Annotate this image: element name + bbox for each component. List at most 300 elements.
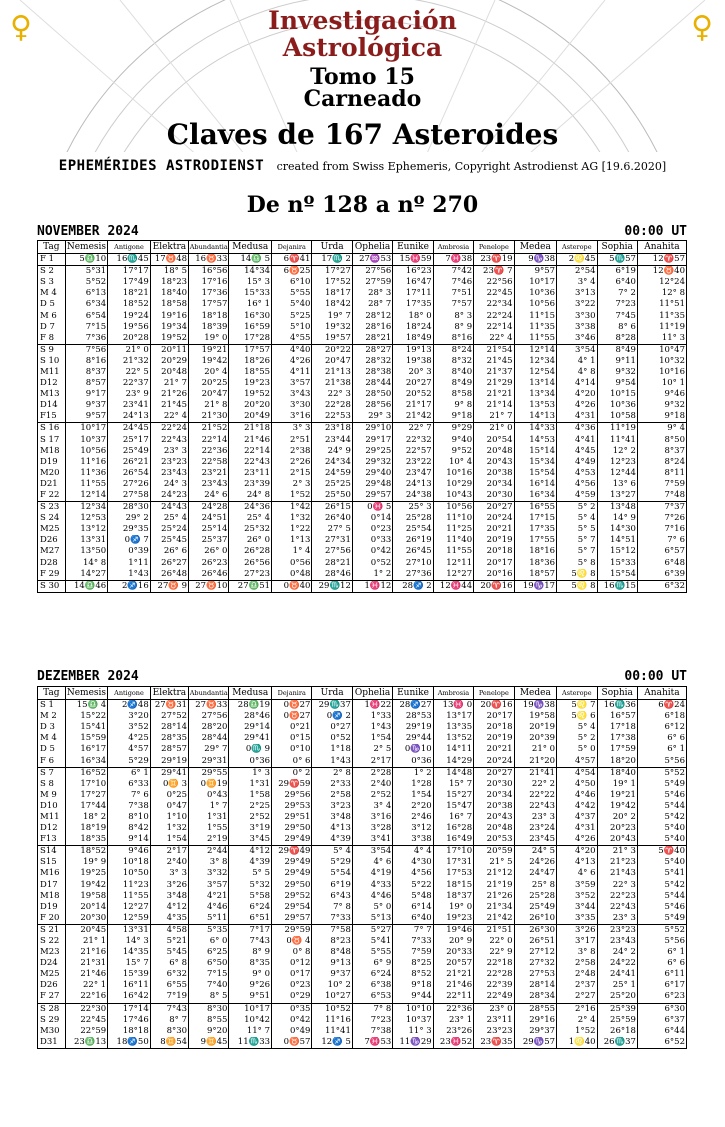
position-cell: 0°25	[150, 790, 188, 801]
position-cell: 1° 2	[352, 569, 392, 581]
table-row	[38, 333, 687, 345]
position-cell: 0♉27	[272, 711, 312, 722]
position-cell: 24°28	[189, 502, 229, 514]
position-cell: 20°17	[474, 711, 514, 722]
position-cell: 20°43	[474, 812, 514, 823]
position-cell: 17°16	[189, 277, 229, 288]
position-cell: 15°27	[433, 790, 473, 801]
position-cell: 5♏57	[597, 254, 637, 266]
table-row	[38, 991, 687, 1003]
position-cell: 23♓52	[433, 1037, 473, 1049]
position-cell: 17°35	[514, 524, 557, 535]
position-cell: 10°52	[312, 1003, 352, 1015]
position-cell: 19°58	[514, 711, 557, 722]
position-cell: 25° 4	[150, 513, 188, 524]
position-cell: 20°30	[65, 913, 108, 925]
position-cell: 21°29	[474, 378, 514, 389]
position-cell: 4°33	[352, 880, 392, 891]
position-cell: 6°32	[637, 580, 686, 592]
position-cell: 22°23	[597, 891, 637, 902]
position-cell: 8°48	[312, 947, 352, 958]
day-label: D19	[38, 457, 66, 468]
position-cell: 2°19	[189, 834, 229, 846]
position-cell: 5°25	[272, 310, 312, 321]
position-cell: 8°28	[597, 333, 637, 345]
position-cell: 21°17	[393, 400, 433, 411]
table-row	[38, 558, 687, 569]
position-cell: 1°43	[108, 569, 151, 581]
position-cell: 6°24	[352, 969, 392, 980]
table-row	[38, 277, 687, 288]
position-cell: 17°14	[108, 1003, 151, 1015]
position-cell: 20°18	[474, 546, 514, 557]
position-cell: 8°37	[637, 446, 686, 457]
position-cell: 4°31	[557, 411, 597, 423]
position-cell: 5°52	[637, 767, 686, 779]
day-label: M13	[38, 389, 66, 400]
position-cell: 25°49	[514, 902, 557, 913]
position-cell: 27°58	[108, 490, 151, 502]
position-cell: 29°19	[150, 755, 188, 767]
position-cell: 24°26	[514, 857, 557, 868]
position-cell: 22° 1	[65, 980, 108, 991]
position-cell: 26°30	[514, 924, 557, 936]
position-cell: 0°15	[272, 733, 312, 744]
position-cell: 22°43	[150, 435, 188, 446]
position-cell: 25°14	[189, 524, 229, 535]
position-cell: 6° 8	[150, 958, 188, 969]
position-cell: 18°18	[108, 1026, 151, 1037]
position-cell: 6°14	[393, 902, 433, 913]
position-cell: 23°24	[514, 823, 557, 834]
position-cell: 12°44	[597, 468, 637, 479]
position-cell: 2° 4	[557, 1015, 597, 1026]
table-row	[38, 400, 687, 411]
position-cell: 27°23	[229, 569, 272, 581]
day-label: F 1	[38, 254, 66, 266]
position-cell: 4°39	[229, 857, 272, 868]
column-header: Anahita	[637, 687, 686, 700]
position-cell: 20° 2	[597, 812, 637, 823]
position-cell: 5° 5	[229, 868, 272, 879]
position-cell: 3° 8	[189, 857, 229, 868]
position-cell: 6° 0	[189, 936, 229, 947]
position-cell: 6° 6	[637, 733, 686, 744]
position-cell: 23°22	[393, 457, 433, 468]
column-header: Elektra	[150, 687, 188, 700]
position-cell: 20°59	[474, 846, 514, 858]
position-cell: 7°59	[637, 479, 686, 490]
position-cell: 21°37	[474, 367, 514, 378]
position-cell: 12°24	[637, 277, 686, 288]
position-cell: 8°49	[597, 344, 637, 356]
table-row	[38, 535, 687, 546]
position-cell: 21°42	[474, 913, 514, 925]
position-cell: 2°38	[272, 446, 312, 457]
table-row	[38, 801, 687, 812]
position-cell: 1°52	[272, 490, 312, 502]
table-header-row	[38, 687, 687, 700]
position-cell: 28°12	[352, 310, 392, 321]
position-cell: 5°29	[108, 755, 151, 767]
position-cell: 3°48	[150, 891, 188, 902]
position-cell: 5° 2	[557, 733, 597, 744]
position-cell: 1♓12	[352, 580, 392, 592]
column-header: Eunike	[393, 241, 433, 254]
position-cell: 7°42	[433, 266, 473, 278]
position-cell: 1°54	[150, 834, 188, 846]
position-cell: 28°16	[352, 322, 392, 333]
position-cell: 1°55	[189, 823, 229, 834]
day-label: S 8	[38, 779, 66, 790]
position-cell: 2°25	[229, 801, 272, 812]
position-cell: 11°55	[65, 479, 108, 490]
position-cell: 16°47	[393, 277, 433, 288]
table-row	[38, 711, 687, 722]
position-cell: 3°38	[557, 322, 597, 333]
day-label: S 10	[38, 356, 66, 367]
position-cell: 15°47	[433, 801, 473, 812]
position-cell: 21°30	[189, 411, 229, 423]
position-cell: 8° 9	[433, 322, 473, 333]
position-cell: 7°36	[65, 333, 108, 345]
position-cell: 4°35	[150, 913, 188, 925]
position-cell: 26°19	[393, 535, 433, 546]
day-label: M 2	[38, 711, 66, 722]
position-cell: 21°26	[474, 891, 514, 902]
position-cell: 19° 7	[312, 310, 352, 321]
position-cell: 14°53	[514, 435, 557, 446]
position-cell: 19° 0	[433, 902, 473, 913]
table-row	[38, 423, 687, 435]
position-cell: 20°54	[474, 435, 514, 446]
position-cell: 26°15	[312, 502, 352, 514]
position-cell: 27°36	[393, 569, 433, 581]
position-cell: 4°25	[108, 733, 151, 744]
position-cell: 25°59	[597, 1015, 637, 1026]
position-cell: 9°46	[108, 846, 151, 858]
position-cell: 20°24	[474, 755, 514, 767]
position-cell: 10°50	[108, 868, 151, 879]
position-cell: 29°49	[272, 857, 312, 868]
position-cell: 28°21	[312, 558, 352, 569]
position-cell: 25°49	[108, 446, 151, 457]
position-cell: 10°43	[433, 490, 473, 502]
position-cell: 20° 3	[393, 367, 433, 378]
position-cell: 22° 7	[393, 423, 433, 435]
position-cell: 20°11	[150, 344, 188, 356]
position-cell: 22°43	[229, 457, 272, 468]
position-cell: 7♓38	[433, 254, 473, 266]
position-cell: 3°32	[189, 868, 229, 879]
position-cell: 28°38	[352, 367, 392, 378]
day-label: D28	[38, 558, 66, 569]
position-cell: 4°42	[557, 801, 597, 812]
position-cell: 24° 8	[229, 490, 272, 502]
position-cell: 8°50	[637, 435, 686, 446]
position-cell: 16♏45	[108, 254, 151, 266]
position-cell: 4°46	[352, 891, 392, 902]
position-cell: 0°17	[272, 969, 312, 980]
position-cell: 5°52	[637, 924, 686, 936]
position-cell: 0° 6	[272, 755, 312, 767]
position-cell: 0°42	[352, 546, 392, 557]
position-cell: 29♈49	[272, 846, 312, 858]
position-cell: 9°11	[597, 356, 637, 367]
position-cell: 26°56	[229, 558, 272, 569]
position-cell: 3°54	[352, 846, 392, 858]
position-cell: 20°57	[433, 958, 473, 969]
position-cell: 6°12	[637, 722, 686, 733]
position-cell: 7° 8	[312, 902, 352, 913]
table-row	[38, 958, 687, 969]
position-cell: 29°57	[272, 913, 312, 925]
position-cell: 22°32	[393, 435, 433, 446]
position-cell: 3°57	[272, 378, 312, 389]
position-cell: 7°58	[312, 924, 352, 936]
position-cell: 29°56	[272, 790, 312, 801]
position-cell: 1°43	[312, 755, 352, 767]
table-row	[38, 479, 687, 490]
position-cell: 1°22	[272, 524, 312, 535]
position-cell: 1°42	[272, 502, 312, 514]
position-cell: 20°16	[474, 569, 514, 581]
position-cell: 10°18	[108, 857, 151, 868]
position-cell: 6°43	[312, 891, 352, 902]
position-cell: 20°30	[474, 779, 514, 790]
position-cell: 6° 1	[637, 947, 686, 958]
position-cell: 18°57	[514, 569, 557, 581]
position-cell: 3°17	[557, 936, 597, 947]
table-row	[38, 767, 687, 779]
table-row	[38, 1003, 687, 1015]
position-cell: 7°40	[189, 980, 229, 991]
position-cell: 7°38	[352, 1026, 392, 1037]
position-cell: 10°56	[433, 502, 473, 514]
position-cell: 3° 3	[150, 868, 188, 879]
position-cell: 23° 3	[597, 913, 637, 925]
position-cell: 26°51	[514, 936, 557, 947]
position-cell: 25°20	[597, 991, 637, 1003]
position-cell: 21°42	[393, 411, 433, 423]
position-cell: 18°24	[393, 322, 433, 333]
position-cell: 2°17	[150, 846, 188, 858]
position-cell: 0°48	[272, 569, 312, 581]
position-cell: 1° 3	[229, 767, 272, 779]
position-cell: 9°17	[65, 389, 108, 400]
position-cell: 17°31	[433, 857, 473, 868]
position-cell: 1°11	[108, 558, 151, 569]
position-cell: 6°40	[597, 277, 637, 288]
position-cell: 29°17	[352, 435, 392, 446]
day-label: D 5	[38, 744, 66, 755]
position-cell: 18°16	[514, 546, 557, 557]
position-cell: 3°12	[393, 823, 433, 834]
position-cell: 7°59	[393, 947, 433, 958]
position-cell: 8°30	[150, 1026, 188, 1037]
position-cell: 6°53	[352, 991, 392, 1003]
position-cell: 23°21	[189, 468, 229, 479]
position-cell: 26♏37	[597, 1037, 637, 1049]
position-cell: 17°17	[108, 266, 151, 278]
position-cell: 2°58	[557, 958, 597, 969]
position-cell: 3° 3	[272, 423, 312, 435]
position-cell: 0°29	[272, 991, 312, 1003]
day-label: F 20	[38, 913, 66, 925]
position-cell: 26°18	[597, 1026, 637, 1037]
position-cell: 22° 4	[474, 333, 514, 345]
position-cell: 11°19	[637, 322, 686, 333]
position-cell: 21°13	[312, 367, 352, 378]
position-cell: 24°59	[312, 468, 352, 479]
position-cell: 7° 7	[393, 924, 433, 936]
position-cell: 18°39	[189, 322, 229, 333]
position-cell: 4°53	[557, 468, 597, 479]
position-cell: 5°31	[65, 266, 108, 278]
position-cell: 3°45	[229, 834, 272, 846]
day-label: D17	[38, 880, 66, 891]
position-cell: 29°25	[352, 446, 392, 457]
position-cell: 1°32	[272, 513, 312, 524]
position-cell: 27♉33	[189, 700, 229, 712]
position-cell: 27°56	[352, 266, 392, 278]
day-label: S15	[38, 857, 66, 868]
position-cell: 17°11	[393, 288, 433, 299]
position-cell: 25° 4	[229, 513, 272, 524]
day-label: S 17	[38, 435, 66, 446]
position-cell: 7°33	[393, 936, 433, 947]
position-cell: 23°41	[108, 400, 151, 411]
position-cell: 4°12	[229, 846, 272, 858]
position-cell: 15°59	[65, 733, 108, 744]
position-cell: 28°50	[352, 389, 392, 400]
position-cell: 10°42	[229, 1015, 272, 1026]
day-label: M 4	[38, 288, 66, 299]
position-cell: 0°47	[150, 801, 188, 812]
position-cell: 9°18	[433, 411, 473, 423]
position-cell: 18° 0	[393, 310, 433, 321]
position-cell: 29°35	[108, 524, 151, 535]
position-cell: 8°24	[433, 344, 473, 356]
position-cell: 22°37	[108, 378, 151, 389]
position-cell: 13°17	[433, 711, 473, 722]
position-cell: 18°35	[65, 834, 108, 846]
day-label: S 16	[38, 423, 66, 435]
position-cell: 2°48	[557, 969, 597, 980]
position-cell: 7♓53	[352, 1037, 392, 1049]
position-cell: 21° 7	[474, 411, 514, 423]
position-cell: 6°52	[637, 1037, 686, 1049]
position-cell: 22°14	[229, 446, 272, 457]
position-cell: 21° 1	[65, 936, 108, 947]
position-cell: 9°57	[514, 266, 557, 278]
position-cell: 10°15	[597, 389, 637, 400]
table-row	[38, 367, 687, 378]
position-cell: 4°39	[312, 834, 352, 846]
day-label: M27	[38, 546, 66, 557]
position-cell: 4°37	[557, 812, 597, 823]
position-cell: 8°11	[637, 468, 686, 479]
position-cell: 5♌ 7	[557, 700, 597, 712]
position-cell: 23°47	[393, 468, 433, 479]
table-row	[38, 524, 687, 535]
position-cell: 14°48	[433, 767, 473, 779]
position-cell: 24°38	[393, 490, 433, 502]
table-row	[38, 868, 687, 879]
position-cell: 9°29	[433, 423, 473, 435]
position-cell: 5° 2	[557, 502, 597, 514]
position-cell: 22°39	[474, 980, 514, 991]
position-cell: 15° 3	[229, 277, 272, 288]
table-row	[38, 569, 687, 581]
position-cell: 15°33	[597, 558, 637, 569]
table-row	[38, 700, 687, 712]
position-cell: 22°45	[474, 288, 514, 299]
day-label: M18	[38, 891, 66, 902]
position-cell: 22°30	[65, 1003, 108, 1015]
position-cell: 20♈16	[474, 580, 514, 592]
position-cell: 20°38	[474, 801, 514, 812]
position-cell: 0°56	[272, 558, 312, 569]
position-cell: 7°16	[637, 524, 686, 535]
day-label: S 2	[38, 266, 66, 278]
position-cell: 26°21	[108, 457, 151, 468]
position-cell: 10°16	[433, 468, 473, 479]
position-cell: 17°38	[597, 733, 637, 744]
position-cell: 8°16	[433, 333, 473, 345]
position-cell: 6°57	[637, 546, 686, 557]
position-cell: 0°36	[229, 755, 272, 767]
position-cell: 12° 2	[597, 446, 637, 457]
table-row	[38, 502, 687, 514]
position-cell: 12♉40	[637, 266, 686, 278]
position-cell: 9°20	[189, 1026, 229, 1037]
position-cell: 9°18	[393, 980, 433, 991]
position-cell: 19°52	[150, 333, 188, 345]
day-label: D24	[38, 958, 66, 969]
position-cell: 18°23	[150, 277, 188, 288]
position-cell: 4°26	[557, 834, 597, 846]
position-cell: 2°15	[272, 468, 312, 479]
position-cell: 19°23	[229, 378, 272, 389]
position-cell: 0°23	[272, 980, 312, 991]
position-cell: 28°44	[352, 378, 392, 389]
position-cell: 6°51	[229, 913, 272, 925]
column-header: Urda	[312, 687, 352, 700]
position-cell: 16°52	[65, 767, 108, 779]
position-cell: 17♏ 2	[312, 254, 352, 266]
position-cell: 21° 5	[474, 857, 514, 868]
position-cell: 6°39	[637, 569, 686, 581]
position-cell: 20°19	[474, 733, 514, 744]
column-header: Dejanira	[272, 687, 312, 700]
position-cell: 16°34	[65, 755, 108, 767]
position-cell: 21°52	[189, 423, 229, 435]
position-cell: 3°57	[189, 880, 229, 891]
position-cell: 6°19	[597, 266, 637, 278]
position-cell: 16°42	[108, 991, 151, 1003]
position-cell: 24° 6	[189, 490, 229, 502]
table-row	[38, 846, 687, 858]
position-cell: 10°58	[597, 411, 637, 423]
position-cell: 0°14	[352, 513, 392, 524]
position-cell: 4°11	[272, 367, 312, 378]
position-cell: 8°32	[433, 356, 473, 367]
position-cell: 21°45	[474, 356, 514, 367]
position-cell: 24°23	[150, 490, 188, 502]
position-cell: 17°46	[108, 1015, 151, 1026]
position-cell: 17♉48	[150, 254, 188, 266]
